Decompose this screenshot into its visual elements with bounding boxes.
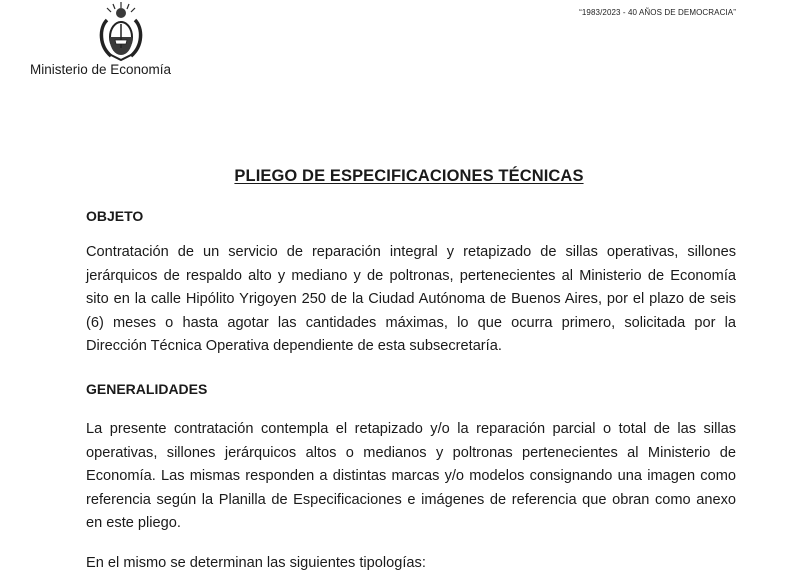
paragraph-line: (6) meses o hasta agotar las cantidades máximas, lo que ocurra primero, solicitada por la xyxy=(86,314,736,331)
paragraph-line: Economía. Las mismas responden a distintas marcas y/o modelos consignando una imagen como xyxy=(86,468,736,485)
ministry-name: Ministerio de Economía xyxy=(30,62,172,77)
paragraph-line: operativas, sillones jerárquicos altos o medianos y poltronas pertenecientes al Ministerio de xyxy=(86,444,736,461)
section-paragraph-objeto xyxy=(86,241,736,359)
closing-paragraph xyxy=(86,552,736,576)
section-paragraph-generalidades xyxy=(86,418,736,536)
section-heading-generalidades: GENERALIDADES xyxy=(86,381,208,397)
section-heading-objeto: OBJETO xyxy=(86,208,144,224)
argentina-coat-of-arms-icon xyxy=(93,0,149,64)
paragraph-line: Contratación de un servicio de reparación integral y retapizado de sillas operativas, sillones xyxy=(86,244,736,260)
paragraph-line: sito en la calle Hipólito Yrigoyen 250 de la Ciudad Autónoma de Buenos Aires, por el plazo de seis xyxy=(86,291,736,308)
paragraph-line: En el mismo se determinan las siguientes tipologías: xyxy=(86,555,426,571)
paragraph-line: en este pliego. xyxy=(86,515,181,532)
paragraph-line: Dirección Técnica Operativa dependiente de esta subsecretaría. xyxy=(86,338,502,355)
paragraph-line: referencia según la Planilla de Especificaciones e imágenes de referencia que obran como anexo xyxy=(86,491,736,508)
paragraph-line: La presente contratación contempla el retapizado y/o la reparación parcial o total de las sillas xyxy=(86,421,736,437)
document-title: PLIEGO DE ESPECIFICACIONES TÉCNICAS xyxy=(234,167,584,185)
commemorative-motto: “1983/2023 - 40 AÑOS DE DEMOCRACIA” xyxy=(579,8,736,17)
paragraph-line: jerárquicos de respaldo alto y mediano y de poltronas, pertenecientes al Ministerio de Economía xyxy=(86,267,736,284)
